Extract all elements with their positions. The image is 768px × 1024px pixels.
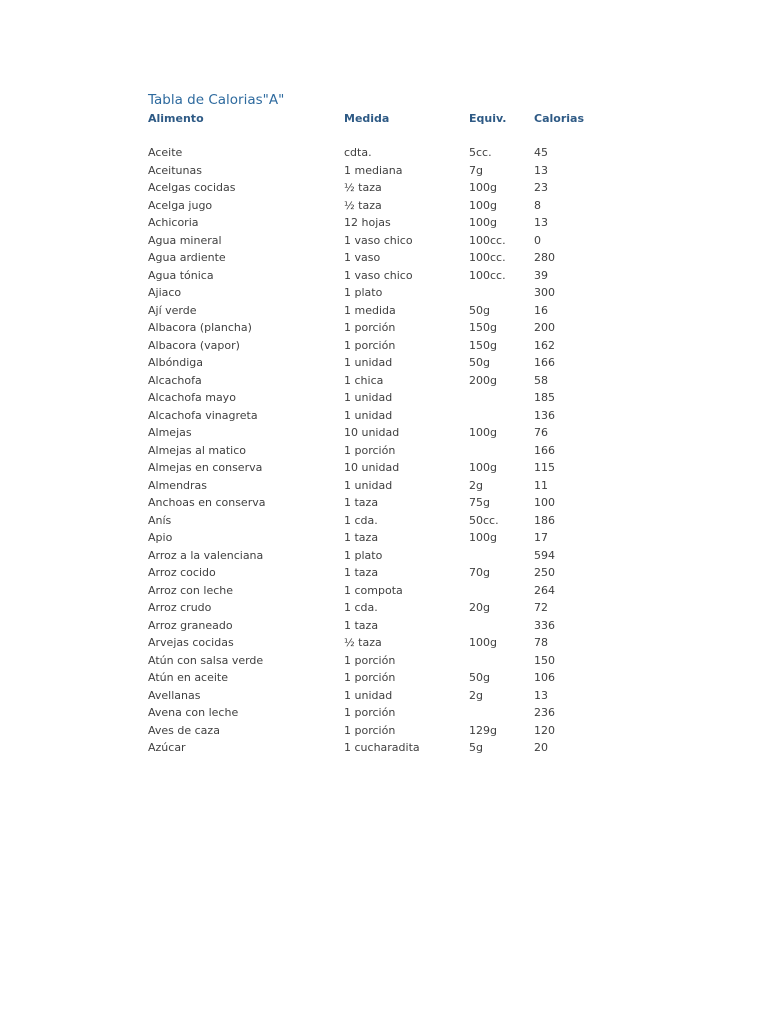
table-row (148, 162, 618, 180)
cell-medida: 1 porción (344, 671, 396, 684)
cell-alimento: Achicoria (148, 216, 199, 229)
cell-equiv: 100g (469, 636, 497, 649)
cell-equiv: 150g (469, 321, 497, 334)
cell-calorias: 150 (534, 653, 555, 667)
cell-medida: 1 cda. (344, 513, 378, 527)
table-row (148, 179, 618, 197)
cell-calorias: 45 (534, 146, 548, 159)
table-body (148, 144, 618, 757)
cell-medida: cdta. (344, 146, 372, 159)
cell-alimento: Arroz cocido (148, 566, 216, 579)
table-row (148, 249, 618, 267)
cell-calorias: 16 (534, 303, 548, 317)
table-row (148, 582, 618, 600)
cell-equiv (469, 652, 534, 670)
cell-medida: 1 mediana (344, 163, 403, 177)
cell-calorias: 594 (534, 548, 555, 562)
cell-equiv (469, 617, 534, 635)
cell-medida: ½ taza (344, 198, 382, 212)
cell-medida: 1 porción (344, 723, 396, 737)
cell-alimento: Agua mineral (148, 233, 222, 247)
cell-calorias: 8 (534, 198, 541, 212)
table-row (148, 739, 618, 757)
cell-equiv (469, 582, 534, 600)
cell-medida: 1 taza (344, 531, 379, 544)
cell-medida: 1 cucharadita (344, 741, 420, 754)
cell-alimento: Aceitunas (148, 163, 202, 177)
cell-alimento: Albacora (vapor) (148, 338, 240, 352)
table-row (148, 302, 618, 320)
table-row (148, 669, 618, 687)
cell-alimento: Anchoas en conserva (148, 496, 266, 509)
cell-calorias: 39 (534, 268, 548, 282)
cell-equiv: 100cc. (469, 233, 506, 247)
table-row (148, 617, 618, 635)
cell-alimento: Alcachofa (148, 373, 202, 387)
cell-alimento: Arroz graneado (148, 618, 233, 632)
cell-alimento: Acelgas cocidas (148, 181, 236, 194)
cell-medida: 1 compota (344, 583, 403, 597)
cell-equiv (469, 704, 534, 722)
cell-calorias: 115 (534, 461, 555, 474)
cell-alimento: Acelga jugo (148, 198, 213, 212)
cell-equiv: 50g (469, 671, 490, 684)
table-row (148, 529, 618, 547)
cell-medida: 1 porción (344, 443, 396, 457)
cell-equiv (469, 389, 534, 407)
table-row (148, 442, 618, 460)
cell-alimento: Aves de caza (148, 723, 220, 737)
cell-calorias: 23 (534, 181, 548, 194)
cell-equiv: 150g (469, 338, 497, 352)
table-row (148, 267, 618, 285)
cell-calorias: 166 (534, 356, 555, 369)
cell-alimento: Almejas (148, 426, 192, 439)
cell-calorias: 11 (534, 478, 548, 492)
cell-equiv (469, 407, 534, 425)
cell-equiv: 7g (469, 163, 483, 177)
cell-alimento: Apio (148, 531, 173, 544)
cell-equiv: 129g (469, 723, 497, 737)
cell-medida: ½ taza (344, 181, 382, 194)
cell-alimento: Ají verde (148, 303, 197, 317)
cell-alimento: Ajiaco (148, 286, 182, 299)
cell-equiv: 100g (469, 198, 497, 212)
cell-alimento: Albacora (plancha) (148, 321, 252, 334)
table-row (148, 687, 618, 705)
cell-medida: 1 unidad (344, 391, 393, 404)
cell-alimento: Avena con leche (148, 706, 239, 719)
cell-alimento: Almejas al matico (148, 443, 246, 457)
cell-equiv: 50g (469, 303, 490, 317)
cell-medida: 12 hojas (344, 216, 391, 229)
cell-medida: 10 unidad (344, 426, 400, 439)
table-row (148, 319, 618, 337)
table-row (148, 634, 618, 652)
cell-calorias: 250 (534, 566, 555, 579)
cell-medida: 1 unidad (344, 688, 393, 702)
cell-medida: 1 unidad (344, 478, 393, 492)
cell-medida: 1 chica (344, 373, 384, 387)
cell-alimento: Anís (148, 513, 172, 527)
table-row (148, 494, 618, 512)
cell-equiv (469, 547, 534, 565)
cell-equiv: 200g (469, 373, 497, 387)
cell-alimento: Agua tónica (148, 268, 214, 282)
cell-calorias: 78 (534, 636, 548, 649)
cell-medida: 1 taza (344, 496, 379, 509)
cell-medida: 1 medida (344, 303, 396, 317)
cell-alimento: Arroz crudo (148, 601, 212, 614)
table-row (148, 477, 618, 495)
page-title: Tabla de Calorias"A" (148, 92, 285, 108)
cell-alimento: Arroz a la valenciana (148, 548, 264, 562)
cell-equiv: 100g (469, 216, 497, 229)
cell-equiv (469, 442, 534, 460)
cell-calorias: 13 (534, 688, 548, 702)
cell-equiv: 100g (469, 426, 497, 439)
cell-calorias: 76 (534, 426, 548, 439)
cell-alimento: Atún en aceite (148, 671, 229, 684)
cell-medida: 1 vaso chico (344, 233, 413, 247)
cell-calorias: 162 (534, 338, 555, 352)
cell-equiv: 50g (469, 356, 490, 369)
cell-alimento: Almejas en conserva (148, 461, 263, 474)
cell-equiv: 75g (469, 496, 490, 509)
column-header-equiv: Equiv. (469, 112, 507, 125)
table-row (148, 197, 618, 215)
cell-calorias: 13 (534, 163, 548, 177)
cell-calorias: 0 (534, 233, 541, 247)
cell-alimento: Alcachofa vinagreta (148, 408, 258, 422)
table-row (148, 652, 618, 670)
table-row (148, 722, 618, 740)
cell-alimento: Agua ardiente (148, 251, 226, 264)
cell-calorias: 120 (534, 723, 555, 737)
cell-calorias: 136 (534, 408, 555, 422)
table-row (148, 407, 618, 425)
cell-alimento: Arvejas cocidas (148, 636, 234, 649)
cell-calorias: 264 (534, 583, 555, 597)
cell-medida: 1 porción (344, 653, 396, 667)
cell-calorias: 17 (534, 531, 548, 544)
cell-equiv: 5g (469, 741, 483, 754)
cell-medida: 1 porción (344, 338, 396, 352)
table-row (148, 232, 618, 250)
cell-calorias: 72 (534, 601, 548, 614)
cell-alimento: Azúcar (148, 741, 186, 754)
cell-calorias: 20 (534, 741, 548, 754)
cell-calorias: 100 (534, 496, 555, 509)
cell-calorias: 186 (534, 513, 555, 527)
cell-medida: 1 plato (344, 548, 383, 562)
table-row (148, 214, 618, 232)
table-row (148, 512, 618, 530)
cell-calorias: 300 (534, 286, 555, 299)
table-row (148, 459, 618, 477)
cell-equiv: 70g (469, 566, 490, 579)
cell-equiv: 100g (469, 181, 497, 194)
cell-medida: 1 unidad (344, 408, 393, 422)
cell-calorias: 185 (534, 391, 555, 404)
cell-medida: 1 vaso chico (344, 268, 413, 282)
table-row (148, 424, 618, 442)
table-row (148, 547, 618, 565)
cell-medida: 10 unidad (344, 461, 400, 474)
cell-equiv: 100cc. (469, 268, 506, 282)
cell-equiv: 5cc. (469, 146, 492, 159)
cell-medida: 1 cda. (344, 601, 378, 614)
cell-alimento: Avellanas (148, 688, 201, 702)
cell-equiv: 20g (469, 601, 490, 614)
cell-equiv: 50cc. (469, 513, 499, 527)
table-row (148, 372, 618, 390)
cell-calorias: 280 (534, 251, 555, 264)
column-header-calorias: Calorias (534, 112, 584, 125)
cell-calorias: 106 (534, 671, 555, 684)
table-row (148, 337, 618, 355)
cell-equiv: 100g (469, 461, 497, 474)
cell-medida: 1 taza (344, 618, 379, 632)
cell-alimento: Alcachofa mayo (148, 391, 236, 404)
column-header-medida: Medida (344, 112, 390, 125)
table-row (148, 354, 618, 372)
cell-calorias: 58 (534, 373, 548, 387)
cell-medida: 1 plato (344, 286, 383, 299)
cell-alimento: Albóndiga (148, 356, 204, 369)
cell-alimento: Almendras (148, 478, 208, 492)
cell-calorias: 166 (534, 443, 555, 457)
cell-calorias: 336 (534, 618, 555, 632)
cell-calorias: 200 (534, 321, 555, 334)
cell-equiv: 100cc. (469, 251, 506, 264)
column-header-alimento: Alimento (148, 112, 204, 125)
cell-alimento: Atún con salsa verde (148, 653, 264, 667)
cell-equiv: 2g (469, 688, 483, 702)
cell-calorias: 13 (534, 216, 548, 229)
cell-equiv (469, 284, 534, 302)
table-row (148, 144, 618, 162)
table-row (148, 599, 618, 617)
cell-medida: 1 vaso (344, 251, 381, 264)
cell-medida: ½ taza (344, 636, 382, 649)
cell-calorias: 236 (534, 706, 555, 719)
document-page (148, 90, 618, 757)
cell-equiv: 2g (469, 478, 483, 492)
table-row (148, 284, 618, 302)
table-row (148, 704, 618, 722)
cell-medida: 1 unidad (344, 356, 393, 369)
cell-alimento: Arroz con leche (148, 583, 233, 597)
cell-medida: 1 porción (344, 706, 396, 719)
cell-medida: 1 taza (344, 566, 379, 579)
table-row (148, 389, 618, 407)
cell-medida: 1 porción (344, 321, 396, 334)
table-row (148, 564, 618, 582)
cell-equiv: 100g (469, 531, 497, 544)
table-header (148, 110, 618, 128)
cell-alimento: Aceite (148, 146, 183, 159)
